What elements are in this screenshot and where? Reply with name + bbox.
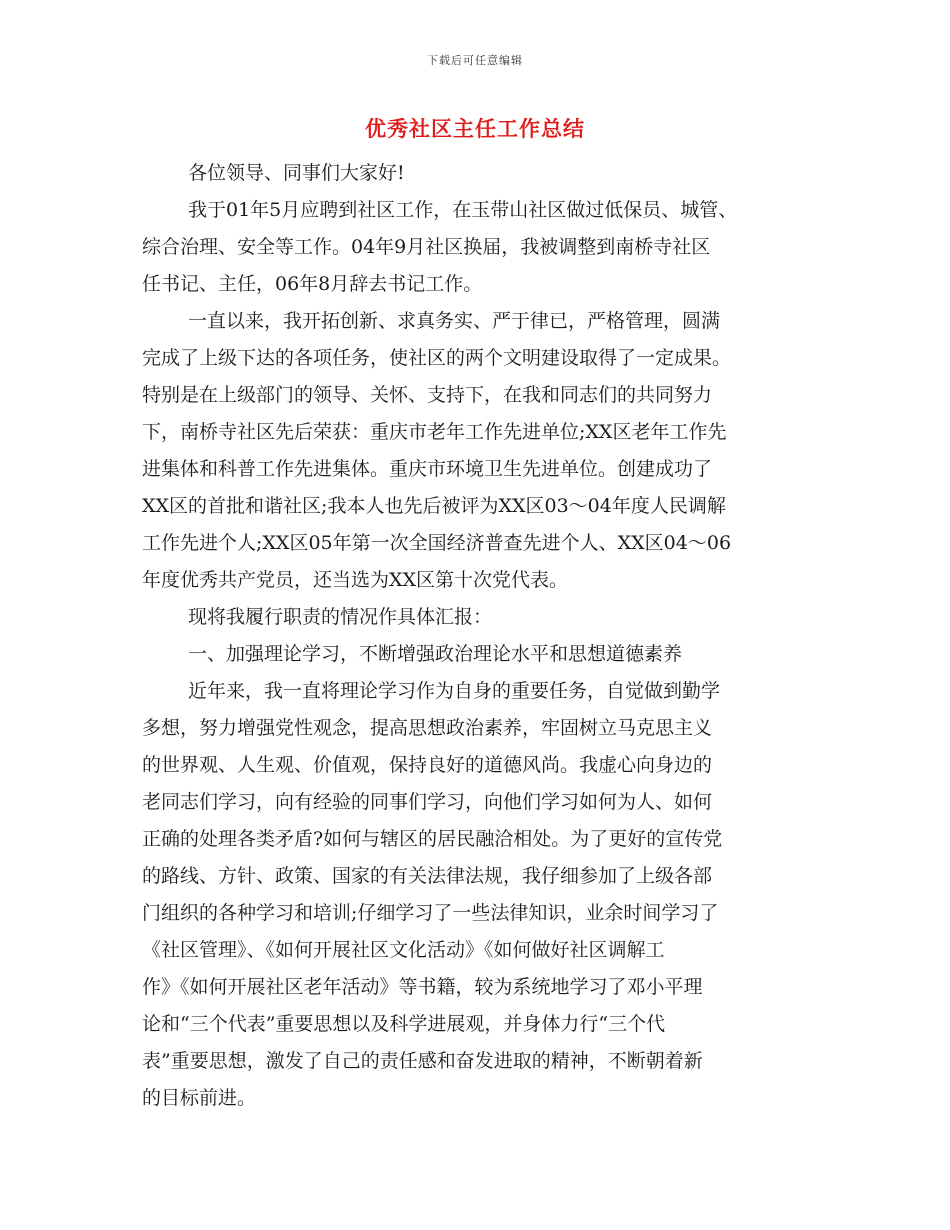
text-line: 特别是在上级部门的领导、关怀、支持下，在我和同志们的共同努力 [142,384,713,406]
document-title: 优秀社区主任工作总结 [365,116,585,141]
text-line: 各位领导、同事们大家好! [188,162,405,184]
text-line: 一、加强理论学习，不断增强政治理论水平和思想道德素养 [188,643,683,665]
paragraph-background [142,192,822,303]
document-body [142,155,822,1117]
text-line: 的路线、方针、政策、国家的有关法律法规，我仔细参加了上级各部 [142,865,713,887]
text-line: 《社区管理》、《如何开展社区文化活动》《如何做好社区调解工 [142,939,665,961]
text-line: XX区的首批和谐社区;我本人也先后被评为XX区03～04年度人民调解 [142,495,726,517]
paragraph-achievements [142,303,822,599]
text-line: 老同志们学习，向有经验的同事们学习，向他们学习如何为人、如何 [142,791,713,813]
paragraph-report-intro [142,599,822,636]
paragraph-greeting [142,155,822,192]
text-line: 论和“三个代表”重要思想以及科学进展观，并身体力行“三个代 [142,1013,666,1035]
text-line: 任书记、主任，06年8月辞去书记工作。 [142,273,483,295]
text-line: 工作先进个人;XX区05年第一次全国经济普查先进个人、XX区04～06 [142,532,732,554]
text-line: 的世界观、人生观、价值观，保持良好的道德风尚。我虚心向身边的 [142,754,713,776]
text-line: 作》《如何开展社区老年活动》等书籍，较为系统地学习了邓小平理 [142,976,703,998]
text-line: 现将我履行职责的情况作具体汇报： [188,606,493,628]
text-line: 完成了上级下达的各项任务，使社区的两个文明建设取得了一定成果。 [142,347,732,369]
text-line: 综合治理、安全等工作。04年9月社区换届，我被调整到南桥寺社区 [142,236,711,258]
text-line: 下，南桥寺社区先后荣获：重庆市老年工作先进单位;XX区老年工作先 [142,421,727,443]
text-line: 进集体和科普工作先进集体。重庆市环境卫生先进单位。创建成功了 [142,458,713,480]
page-header-note: 下载后可任意编辑 [427,54,523,67]
text-line: 一直以来，我开拓创新、求真务实、严于律已，严格管理，圆满 [188,310,721,332]
text-line: 表”重要思想，激发了自己的责任感和奋发进取的精神，不断朝着新 [142,1050,703,1072]
text-line: 正确的处理各类矛盾?如何与辖区的居民融洽相处。为了更好的宣传党 [142,828,723,850]
text-line: 近年来，我一直将理论学习作为自身的重要任务，自觉做到勤学 [188,680,721,702]
section-heading-1 [142,636,822,673]
text-line: 门组织的各种学习和培训;仔细学习了一些法律知识，业余时间学习了 [142,902,719,924]
text-line: 的目标前进。 [142,1087,257,1109]
text-line: 多想，努力增强党性观念，提高思想政治素养，牢固树立马克思主义 [142,717,713,739]
text-line: 我于01年5月应聘到社区工作，在玉带山社区做过低保员、城管、 [188,199,738,221]
text-line: 年度优秀共产党员，还当选为XX区第十次党代表。 [142,569,569,591]
paragraph-theory-study [142,673,822,1117]
